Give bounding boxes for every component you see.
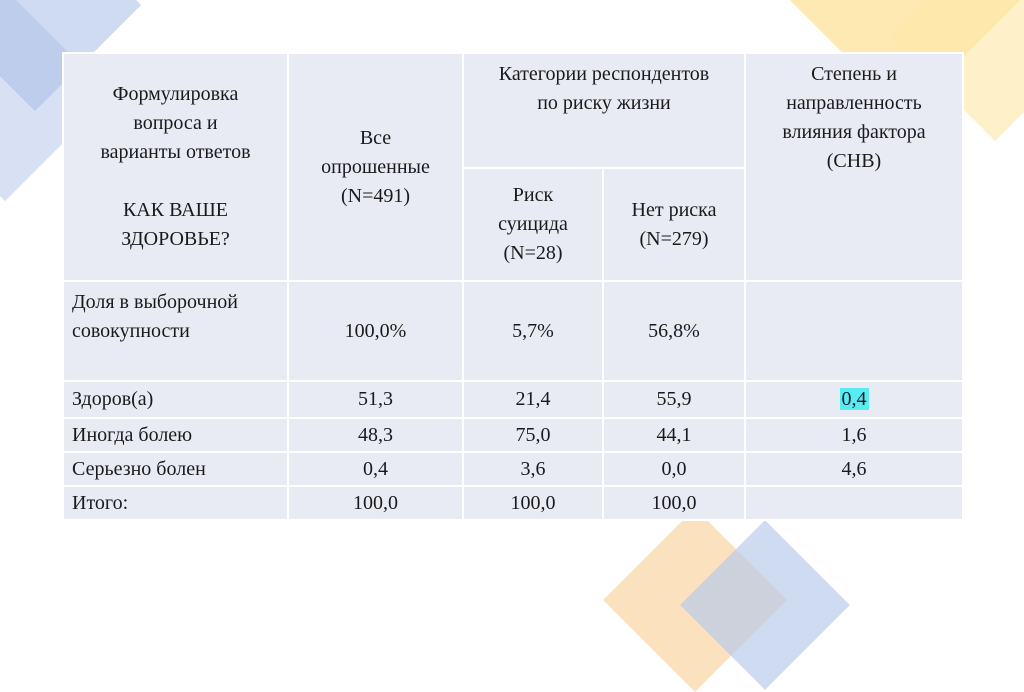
row-label: Иногда болею [63, 418, 288, 452]
highlighted-value: 0,4 [841, 388, 867, 410]
cell-factor [745, 486, 963, 520]
cell-factor: 1,6 [745, 418, 963, 452]
share-risk: 5,7% [463, 281, 603, 381]
share-factor [745, 281, 963, 381]
all-respondents-header: Все опрошенные (N=491) [288, 53, 463, 281]
cell-no-risk: 100,0 [603, 486, 745, 520]
row-label: Здоров(а) [63, 381, 288, 418]
factor-header: Степень и направленность влияния фактора (СНВ) [745, 53, 963, 281]
risk-header: Риск суицида (N=28) [463, 168, 603, 281]
cell-no-risk: 0,0 [603, 452, 745, 486]
categories-header: Категории респондентов по риску жизни [463, 53, 745, 168]
health-survey-table [62, 52, 964, 521]
cell-all: 51,3 [288, 381, 463, 418]
cell-risk: 75,0 [463, 418, 603, 452]
share-label: Доля в выборочной совокупности [63, 281, 288, 381]
row-label: Итого: [63, 486, 288, 520]
cell-risk: 21,4 [463, 381, 603, 418]
question-header: Формулировка вопроса и варианты ответов КАК ВАШЕ ЗДОРОВЬЕ? [63, 53, 288, 281]
cell-no-risk: 44,1 [603, 418, 745, 452]
cell-all: 100,0 [288, 486, 463, 520]
row-label: Серьезно болен [63, 452, 288, 486]
cell-all: 0,4 [288, 452, 463, 486]
table-row [63, 381, 963, 418]
cell-all: 48,3 [288, 418, 463, 452]
share-no-risk: 56,8% [603, 281, 745, 381]
share-all: 100,0% [288, 281, 463, 381]
cell-risk: 100,0 [463, 486, 603, 520]
cell-factor: 4,6 [745, 452, 963, 486]
cell-risk: 3,6 [463, 452, 603, 486]
cell-no-risk: 55,9 [603, 381, 745, 418]
table-row [63, 418, 963, 452]
table-row [63, 486, 963, 520]
table-row [63, 452, 963, 486]
no-risk-header: Нет риска (N=279) [603, 168, 745, 281]
cell-factor [745, 381, 963, 418]
